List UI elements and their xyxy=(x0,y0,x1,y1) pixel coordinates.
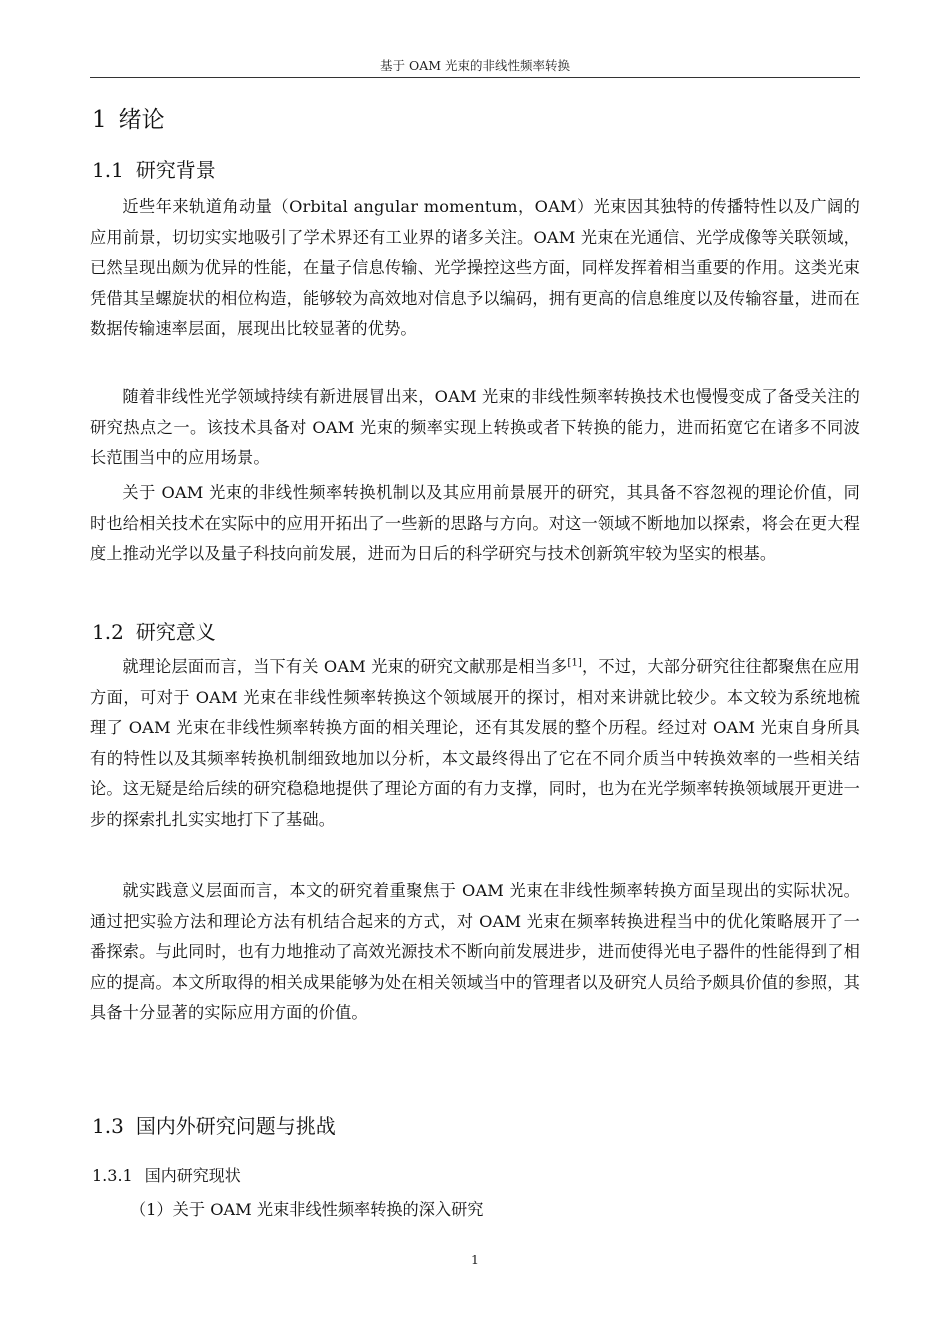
paragraph-significance-1 xyxy=(90,652,860,835)
paragraph-text: 就理论层面而言，当下有关 OAM 光束的研究文献那是相当多 xyxy=(122,657,568,676)
paragraph-background-2: 随着非线性光学领域持续有新进展冒出来，OAM 光束的非线性频率转换技术也慢慢变成了备受关注的研究热点之一。该技术具备对 OAM 光束的频率实现上转换或者下转换的能力，进而拓宽它在诸多不同波长范围当中的应用场景。 xyxy=(90,387,860,467)
section-title: 研究背景 xyxy=(135,158,216,182)
section-title: 研究意义 xyxy=(135,620,216,644)
paragraph-significance-2: 就实践意义层面而言，本文的研究着重聚焦于 OAM 光束在非线性频率转换方面呈现出的实际状况。通过把实验方法和理论方法有机结合起来的方式，对 OAM 光束在频率转换进程当中的优化策略展开了一番探索。与此同时，也有力地推动了高效光源技术不断向前发展进步，进而使得光电子器件的性能得到了相应的提高。本文所取得的相关成果能够为处在相关领域当中的管理者以及研究人员给予颇具价值的参照，其具备十分显著的实际应用方面的价值。 xyxy=(90,881,860,1022)
section-title: 国内外研究问题与挑战 xyxy=(135,1114,336,1138)
chapter-number: 1 xyxy=(92,107,107,133)
section-heading-1-2 xyxy=(92,618,216,646)
subsection-heading-1-3-1 xyxy=(92,1164,241,1188)
subsection-number: 1.3.1 xyxy=(92,1166,133,1185)
list-item: （1）关于 OAM 光束非线性频率转换的深入研究 xyxy=(130,1200,484,1219)
header-rule xyxy=(90,77,860,78)
chapter-heading xyxy=(92,104,165,136)
subsection-title: 国内研究现状 xyxy=(144,1166,241,1185)
paragraph-text: ，不过，大部分研究往往都聚焦在应用方面，可对于 OAM 光束在非线性频率转换这个领域展开的探讨，相对来讲就比较少。本文较为系统地梳理了 OAM 光束在非线性频率转换方面的相关理论，还有其发展的整个历程。经过对 OAM 光束自身所具有的特性以及其频率转换机制细致地加以分析，本文最终得出了它在不同介质当中转换效率的一些相关结论。这无疑是给后续的研究稳稳地提供了理论方面的有力支撑，同时，也为在光学频率转换领域展开更进一步的探索扎扎实实地打下了基础。 xyxy=(90,657,860,829)
section-number: 1.1 xyxy=(92,158,124,182)
section-heading-1-3 xyxy=(92,1112,336,1140)
section-heading-1-1 xyxy=(92,156,216,184)
paragraph-background-3: 关于 OAM 光束的非线性频率转换机制以及其应用前景展开的研究，其具备不容忽视的理论价值，同时也给相关技术在实际中的应用开拓出了一些新的思路与方向。对这一领域不断地加以探索，将会在更大程度上推动光学以及量子科技向前发展，进而为日后的科学研究与技术创新筑牢较为坚实的根基。 xyxy=(90,483,860,563)
citation-ref: [1] xyxy=(567,657,583,669)
section-number: 1.3 xyxy=(92,1114,124,1138)
page-number: 1 xyxy=(471,1252,479,1267)
section-number: 1.2 xyxy=(92,620,124,644)
paragraph-background-1: 近些年来轨道角动量（Orbital angular momentum，OAM）光束因其独特的传播特性以及广阔的应用前景，切切实实地吸引了学术界还有工业界的诸多关注。OAM 光束在光通信、光学成像等关联领域，已然呈现出颇为优异的性能，在量子信息传输、光学操控这些方面，同样发挥着相当重要的作用。这类光束凭借其呈螺旋状的相位构造，能够较为高效地对信息予以编码，拥有更高的信息维度以及传输容量，进而在数据传输速率层面，展现出比较显著的优势。 xyxy=(90,197,860,338)
chapter-title: 绪论 xyxy=(118,107,165,133)
running-header: 基于 OAM 光束的非线性频率转换 xyxy=(379,58,571,73)
